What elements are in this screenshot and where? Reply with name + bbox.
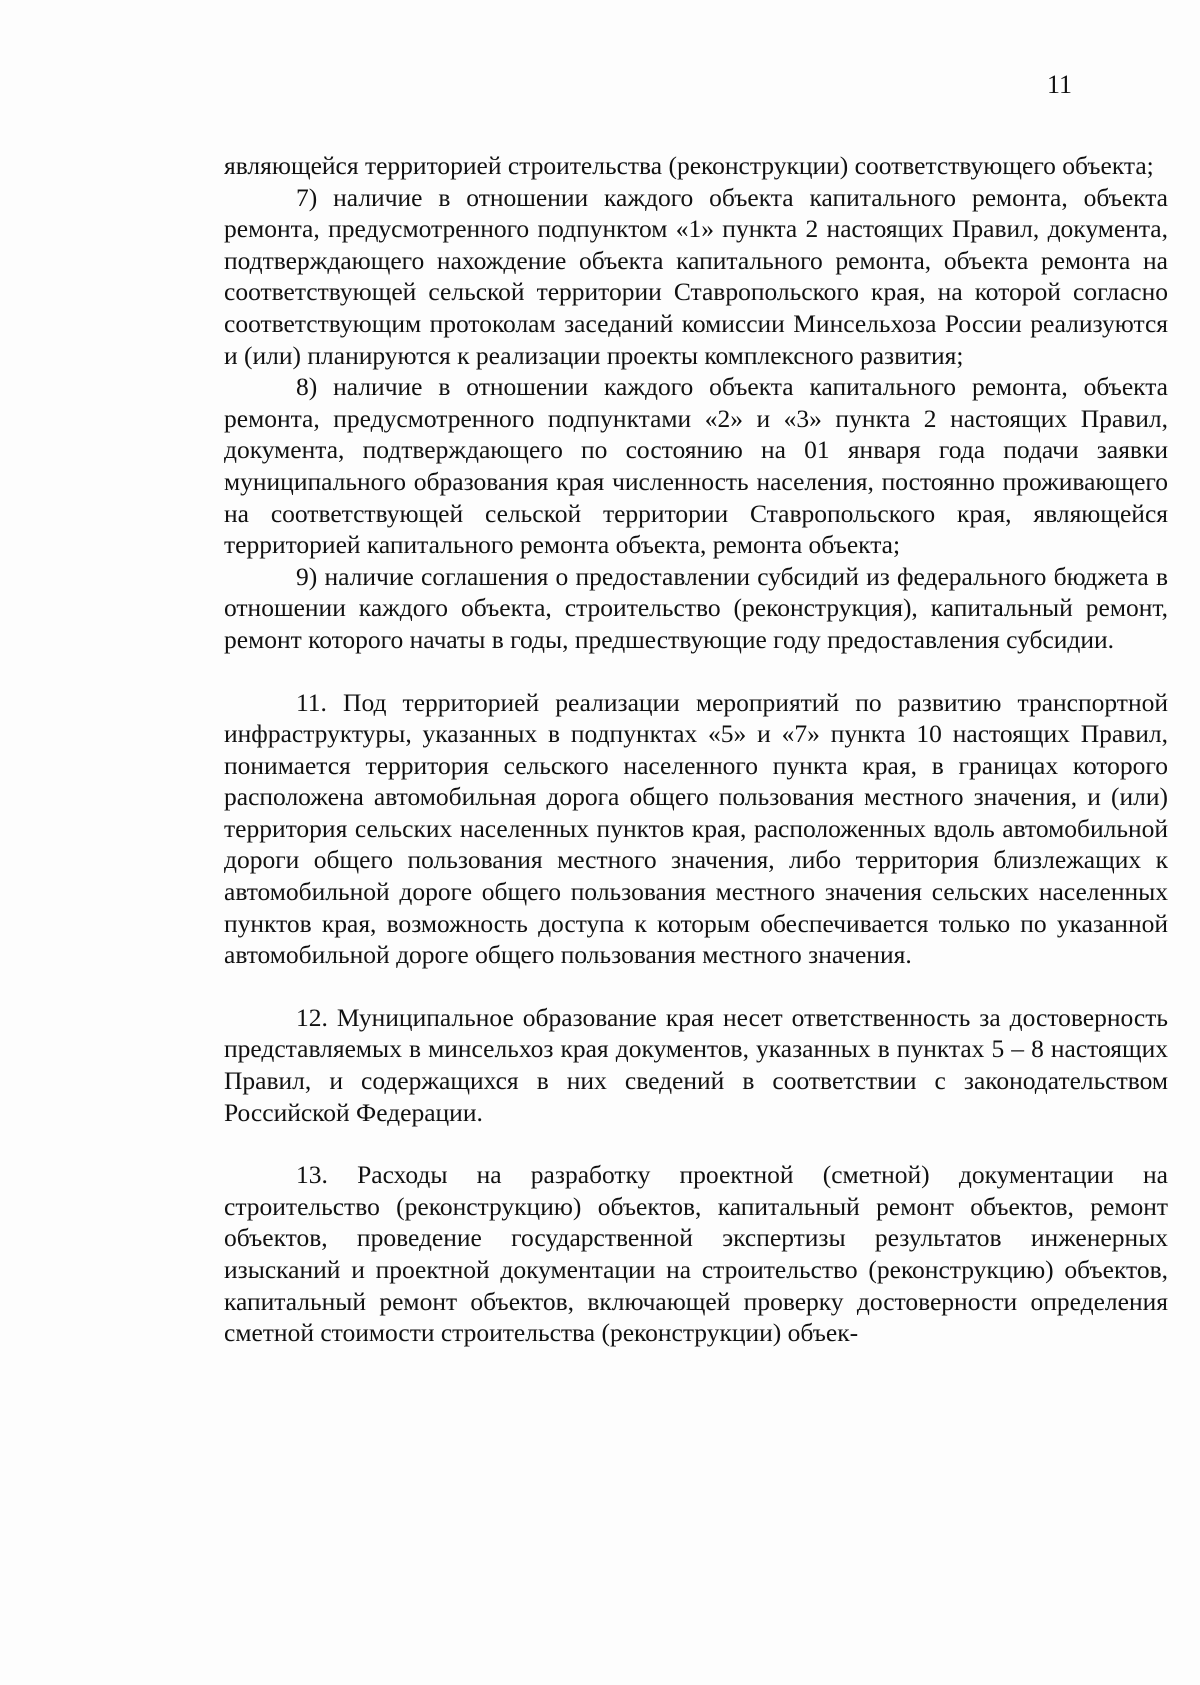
paragraph-continuation: являющейся территорией строительства (реконструкции) соответствующего объекта; bbox=[224, 151, 1154, 180]
paragraph-section-11: 11. Под территорией реализации мероприятий по развитию транспортной инфраструктуры, указанных в подпунктах «5» и «7» пункта 10 настоящих Правил, понимается территория сельского населенного пункта края, в границах которого расположена автомобильная дорога общего пользования местного значения, и (или) территория сельских населенных пунктов края, расположенных вдоль автомобильной дороги общего пользования местного значения, либо территория близлежащих к автомобильной дороге общего пользования местного значения сельских населенных пунктов края, возможность доступа к которым обеспечивается только по указанной автомобильной дороге общего пользования местного значения. bbox=[224, 687, 1168, 970]
paragraph-item-7: 7) наличие в отношении каждого объекта капитального ремонта, объекта ремонта, предусмотренного подпунктом «1» пункта 2 настоящих Правил, документа, подтверждающего нахождение объекта капитального ремонта, объекта ремонта на соответствующей сельской территории Ставропольского края, на которой согласно соответствующим протоколам заседаний комиссии Минсельхоза России реализуются и (или) планируются к реализации проекты комплексного развития; bbox=[224, 182, 1168, 370]
document-body bbox=[224, 150, 1168, 1349]
paragraph-section-13: 13. Расходы на разработку проектной (сметной) документации на строительство (реконструкцию) объектов, капитальный ремонт объектов, ремонт объектов, проведение государственной экспертизы результатов инженерных изысканий и проектной документации на строительство (реконструкцию) объектов, капитальный ремонт объектов, включающей проверку достоверности определения сметной стоимости строительства (реконструкции) объек- bbox=[224, 1160, 1168, 1348]
page-number: 11 bbox=[1046, 70, 1072, 99]
paragraph-section-12: 12. Муниципальное образование края несет ответственность за достоверность представляемых в минсельхоз края документов, указанных в пунктах 5 – 8 настоящих Правил, и содержащихся в них сведений в соответствии с законодательством Российской Федерации. bbox=[224, 1002, 1168, 1127]
paragraph-item-8: 8) наличие в отношении каждого объекта капитального ремонта, объекта ремонта, предусмотренного подпунктами «2» и «3» пункта 2 настоящих Правил, документа, подтверждающего по состоянию на 01 января года подачи заявки муниципального образования края численность населения, постоянно проживающего на соответствующей сельской территории Ставропольского края, являющейся территорией капитального ремонта объекта, ремонта объекта; bbox=[224, 372, 1168, 560]
paragraph-item-9: 9) наличие соглашения о предоставлении субсидий из федерального бюджета в отношении каждого объекта, строительство (реконструкция), капитальный ремонт, ремонт которого начаты в годы, предшествующие году предоставления субсидии. bbox=[224, 561, 1168, 654]
